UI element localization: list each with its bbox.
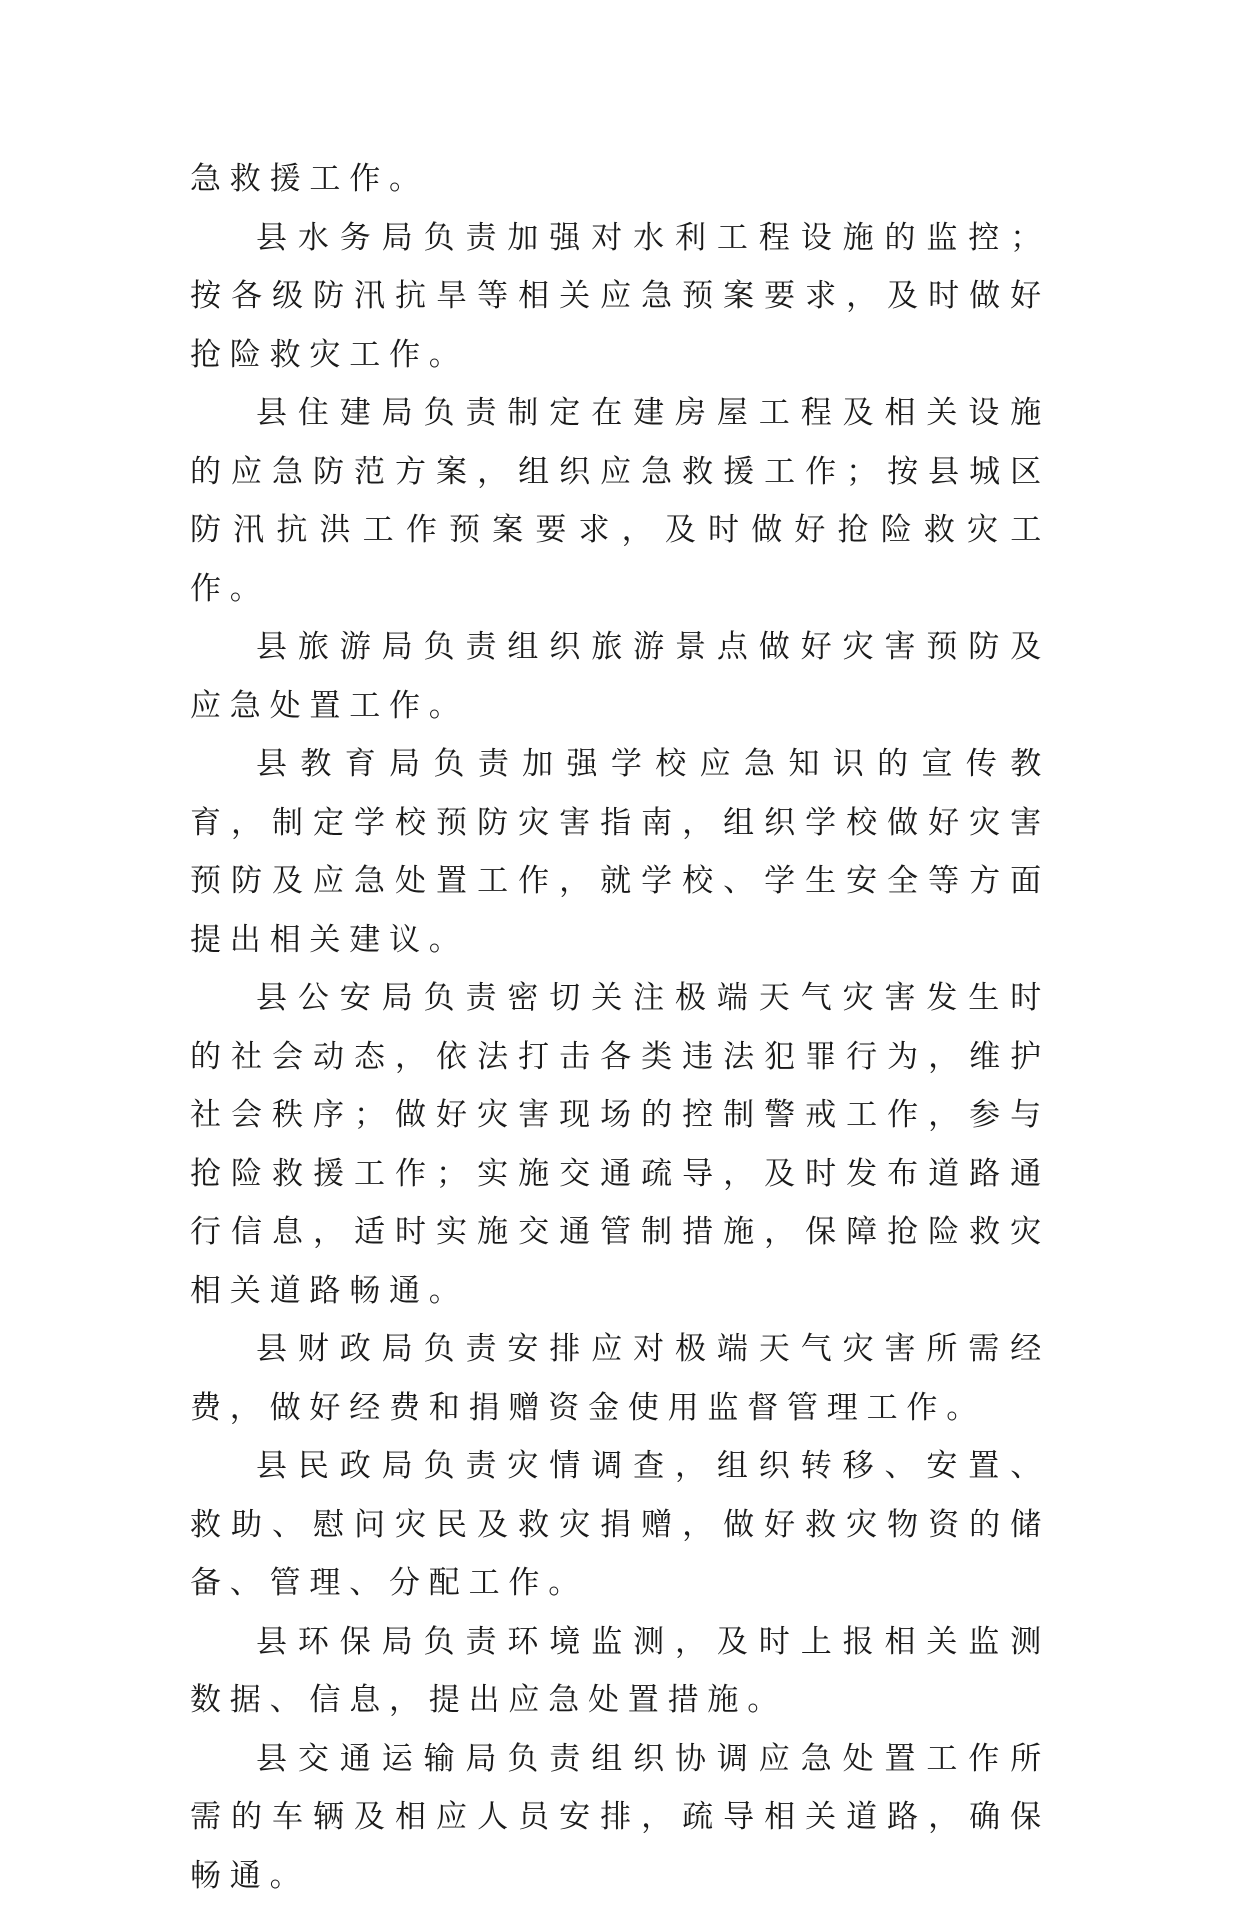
paragraph-tourism-bureau: 县旅游局负责组织旅游景点做好灾害预防及应急处置工作。 — [190, 618, 1050, 735]
paragraph-housing-construction-bureau: 县住建局负责制定在建房屋工程及相关设施的应急防范方案，组织应急救援工作；按县城区防汛抗洪工作预案要求，及时做好抢险救灾工作。 — [190, 384, 1050, 618]
paragraph-continuation: 急救援工作。 — [190, 150, 1050, 209]
paragraph-education-bureau: 县教育局负责加强学校应急知识的宣传教育，制定学校预防灾害指南，组织学校做好灾害预防及应急处置工作，就学校、学生安全等方面提出相关建议。 — [190, 735, 1050, 969]
paragraph-water-affairs-bureau: 县水务局负责加强对水利工程设施的监控；按各级防汛抗旱等相关应急预案要求，及时做好抢险救灾工作。 — [190, 209, 1050, 385]
paragraph-civil-affairs-bureau: 县民政局负责灾情调查，组织转移、安置、救助、慰问灾民及救灾捐赠，做好救灾物资的储备、管理、分配工作。 — [190, 1437, 1050, 1613]
paragraph-public-security-bureau: 县公安局负责密切关注极端天气灾害发生时的社会动态，依法打击各类违法犯罪行为，维护社会秩序；做好灾害现场的控制警戒工作，参与抢险救援工作；实施交通疏导，及时发布道路通行信息，适时实施交通管制措施，保障抢险救灾相关道路畅通。 — [190, 969, 1050, 1320]
paragraph-transport-bureau: 县交通运输局负责组织协调应急处置工作所需的车辆及相应人员安排，疏导相关道路，确保畅通。 — [190, 1730, 1050, 1905]
paragraph-environmental-protection-bureau: 县环保局负责环境监测，及时上报相关监测数据、信息，提出应急处置措施。 — [190, 1613, 1050, 1730]
document-body — [190, 150, 1050, 1905]
paragraph-finance-bureau: 县财政局负责安排应对极端天气灾害所需经费，做好经费和捐赠资金使用监督管理工作。 — [190, 1320, 1050, 1437]
